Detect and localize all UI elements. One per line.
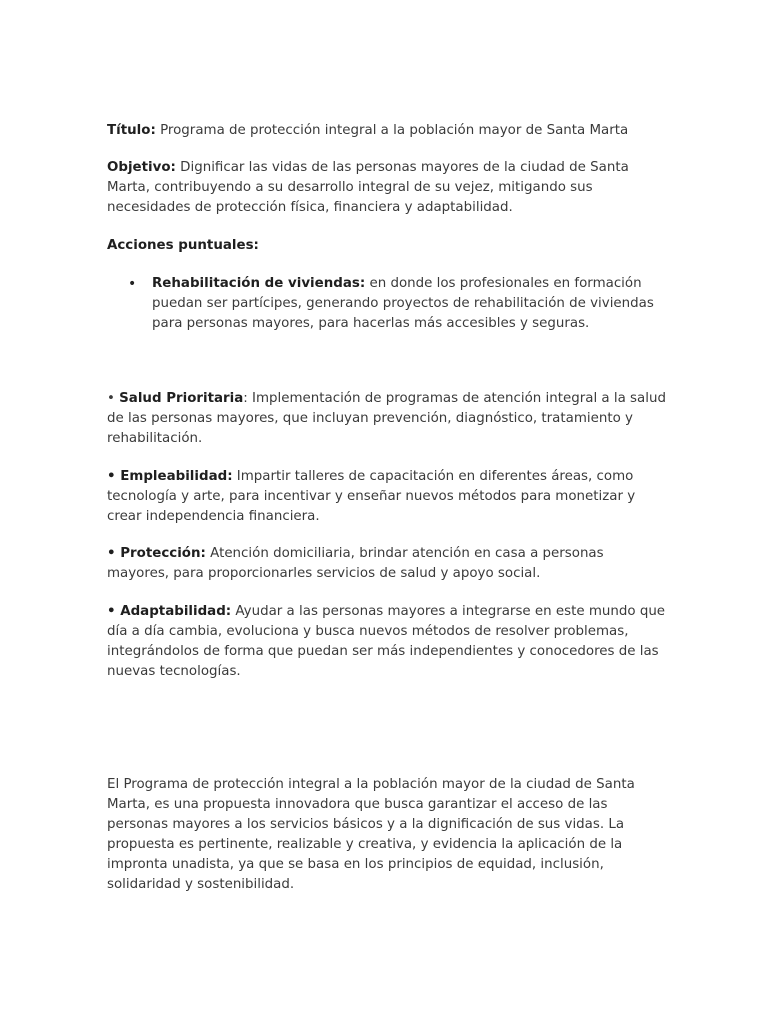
action-item-text: Ayudar a las personas mayores a integrarse en este mundo que día a día cambia, evoluciona y busca nuevos métodos de resolver problemas, integrándolos de forma que puedan ser más independientes y conocedores de las nuevas tecnologías. [107,604,666,679]
title-text: Programa de protección integral a la población mayor de Santa Marta [155,123,629,138]
objective-paragraph [107,158,667,218]
action-item-label: Empleabilidad: [120,469,233,484]
actions-heading [107,236,667,256]
rehabilitation-item [152,274,667,334]
actions-heading-text: Acciones puntuales: [107,238,259,253]
action-item-empleabilidad [107,467,667,527]
conclusion-paragraph: El Programa de protección integral a la población mayor de la ciudad de Santa Marta, es una propuesta innovadora que busca garantizar el acceso de las personas mayores a los servicios básicos y a la dignificación de sus vidas. La propuesta es pertinente, realizable y creativa, y evidencia la aplicación de la impronta unadista, ya que se basa en los principios de equidad, inclusión, solidaridad y sostenibilidad. [107,777,635,892]
bullet-prefix: • [107,469,121,484]
action-item-text: : Implementación de programas de atención integral a la salud de las personas mayores, que incluyan prevención, diagnóstico, tratamiento y rehabilitación. [107,391,666,446]
title-paragraph [107,121,667,141]
action-item-label: Adaptabilidad: [120,604,232,619]
bullet-prefix: • [107,604,121,619]
action-item-label: Protección: [120,546,206,561]
rehabilitation-text: en donde los profesionales en formación puedan ser partícipes, generando proyectos de rehabilitación de viviendas para personas mayores, para hacerlas más accesibles y seguras. [152,276,654,331]
objective-label: Objetivo: [107,160,176,175]
bullet-icon: • [128,276,137,292]
bullet-prefix: • [107,546,121,561]
action-item-salud [107,389,667,449]
action-item-adaptabilidad [107,602,667,682]
action-item-text: Impartir talleres de capacitación en diferentes áreas, como tecnología y arte, para incentivar y enseñar nuevos métodos para monetizar y crear independencia financiera. [107,469,636,524]
rehabilitation-label: Rehabilitación de viviendas: [152,276,366,291]
objective-text: Dignificar las vidas de las personas mayores de la ciudad de Santa Marta, contribuyendo a su desarrollo integral de su vejez, mitigando sus necesidades de protección física, financiera y adaptabilidad. [107,160,629,215]
action-item-proteccion [107,544,667,584]
action-item-label: Salud Prioritaria [119,391,244,406]
bullet-prefix: • [107,391,120,406]
action-item-text: Atención domiciliaria, brindar atención en casa a personas mayores, para proporcionarles servicios de salud y apoyo social. [107,546,604,581]
title-label: Título: [107,123,156,138]
